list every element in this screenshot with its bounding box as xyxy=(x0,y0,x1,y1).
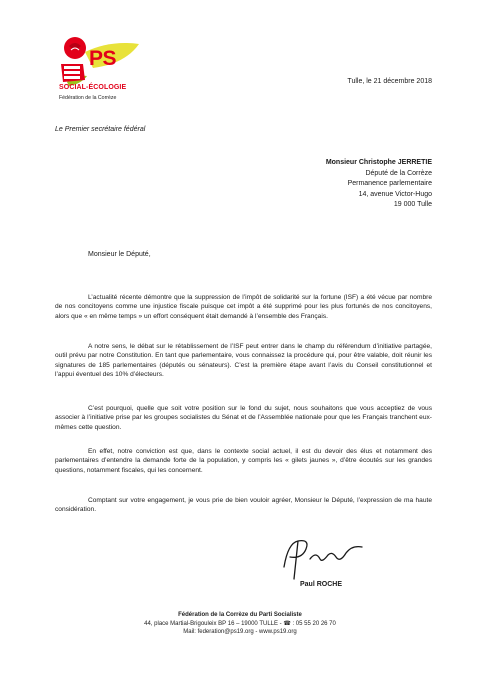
recipient-name: Monsieur Christophe JERRETIE xyxy=(325,159,432,166)
ps-tagline: SOCIAL-ÉCOLOGIE xyxy=(59,84,127,91)
footer-address: 44, place Martial-Brigouleix BP 16 – 19000 TULLE - ☎ : 05 55 20 26 70 xyxy=(144,620,336,627)
body-paragraph: A notre sens, le débat sur le rétablissement de l’ISF peut entrer dans le champ du référendum d’initiative partagée, outil prévu par notre Constitution. En tant que parlementaire, vous connaissez la procédure qui, pour être valable, doit réunir les signatures de 185 parlementaires (députés ou sénateurs). C’est la première étape avant l’avis du Conseil constitutionnel et l’appui éventuel des 10% d’électeurs. xyxy=(55,343,432,379)
rose-fist-icon xyxy=(55,34,141,114)
body-paragraph: En effet, notre conviction est que, dans le contexte social actuel, il est du devoir des élus et notamment des parlementaires d’entendre la demande forte de la population, y compris les « gilets jaunes », d’être écoutés sur les grandes questions, notamment fiscales, qui les concernent. xyxy=(55,448,432,474)
body-paragraph: C’est pourquoi, quelle que soit votre position sur le fond du sujet, nous souhaitons que vous acceptiez de vous associer à l’initiative prise par les groupes socialistes du Sénat et de l’Assemblée nationale pour que les Français tranchent eux-mêmes cette question. xyxy=(55,405,432,431)
letter-footer xyxy=(0,611,480,637)
ps-federation: Fédération de la Corrèze xyxy=(59,95,117,101)
body-paragraph: L’actualité récente démontre que la suppression de l’impôt de solidarité sur la fortune (ISF) a été vécue par nombre de nos concitoyens comme une injustice fiscale puisque cet impôt a été supprimé pour les plus fortunés de nos concitoyens, alors que « en même temps » un effort conséquent était demandé à l’ensemble des Français. xyxy=(55,294,432,320)
letter-date: Tulle, le 21 décembre 2018 xyxy=(347,78,432,85)
salutation: Monsieur le Député, xyxy=(88,251,151,258)
recipient-line: 14, avenue Victor-Hugo xyxy=(358,190,432,198)
ps-logo xyxy=(55,34,141,114)
body-paragraph: Comptant sur votre engagement, je vous prie de bien vouloir agréer, Monsieur le Député, l’expression de ma haute considération. xyxy=(55,497,432,514)
recipient-line: 19 000 Tulle xyxy=(393,201,432,208)
signer-name: Paul ROCHE xyxy=(300,581,343,588)
recipient-line: Permanence parlementaire xyxy=(347,180,432,187)
sender-title: Le Premier secrétaire fédéral xyxy=(55,126,146,133)
footer-org: Fédération de la Corrèze du Parti Socialiste xyxy=(178,612,302,618)
footer-contact: Mail: federation@ps19.org - www.ps19.org xyxy=(183,629,297,636)
ps-brand: PS xyxy=(89,47,117,70)
handwritten-signature xyxy=(276,533,372,583)
recipient-line: Député de la Corrèze xyxy=(365,169,432,177)
recipient-block xyxy=(326,158,432,211)
